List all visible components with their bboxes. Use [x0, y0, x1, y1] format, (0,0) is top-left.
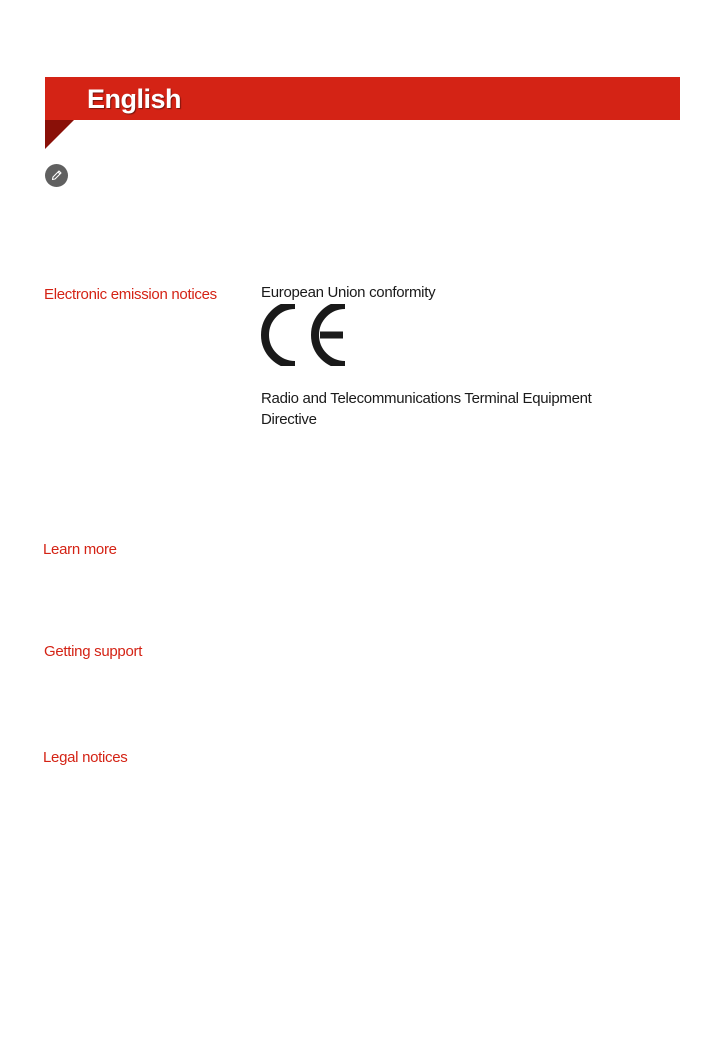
language-banner: [45, 77, 680, 120]
section-heading-emission: Electronic emission notices: [44, 286, 217, 303]
eu-conformity-heading: European Union conformity: [261, 284, 436, 301]
banner-title: English: [87, 84, 182, 114]
rtte-directive-heading: [261, 388, 592, 430]
pencil-icon: [45, 164, 68, 187]
ce-mark-logo: [261, 304, 349, 366]
banner-fold-corner: [45, 120, 74, 149]
section-heading-legal-notices: Legal notices: [43, 749, 128, 766]
section-heading-getting-support: Getting support: [44, 643, 143, 660]
section-heading-learn-more: Learn more: [43, 541, 117, 558]
rtte-directive-line1: Radio and Telecommunications Terminal Equipment: [261, 390, 592, 407]
rtte-directive-line2: Directive: [261, 411, 317, 428]
